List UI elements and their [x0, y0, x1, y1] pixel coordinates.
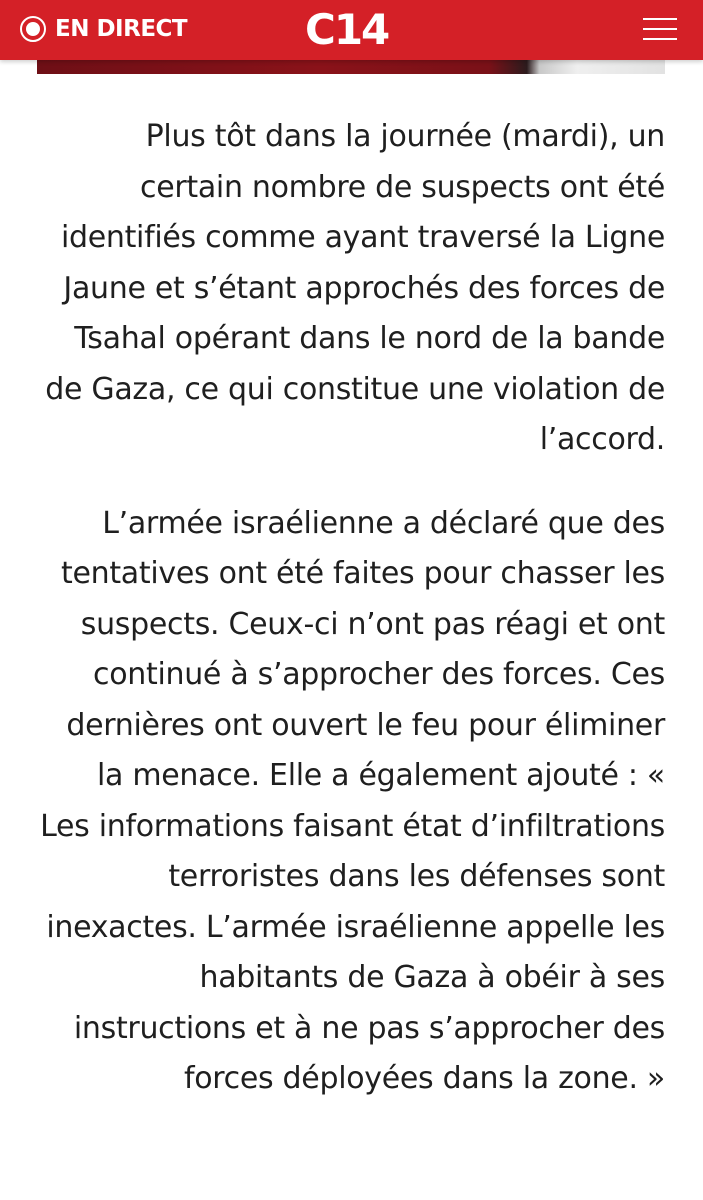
- article-paragraph-1: Plus tôt dans la journée (mardi), un certain nombre de suspects ont été identifiés comme ayant traversé la Ligne Jaune et s’étant approchés des forces de Tsahal opérant dans le nord de la bande de Gaza, ce qui constitue une violation de l’accord.: [45, 119, 665, 457]
- hamburger-menu-icon[interactable]: [643, 17, 677, 41]
- hero-image-bottom-edge: [37, 60, 665, 74]
- top-header: [0, 0, 703, 60]
- live-label: EN DIRECT: [55, 16, 188, 42]
- live-record-icon: [20, 16, 46, 42]
- c14-logo[interactable]: C14: [305, 5, 389, 54]
- live-button[interactable]: [20, 14, 187, 44]
- article-paragraph-2: L’armée israélienne a déclaré que des tentatives ont été faites pour chasser les suspects. Ceux-ci n’ont pas réagi et ont continué à s’approcher des forces. Ces dernières ont ouvert le feu pour éliminer la menace. Elle a également ajouté : « Les informations faisant état d’infiltrations terroristes dans les défenses sont inexactes. L’armée israélienne appelle les habitants de Gaza à obéir à ses instructions et à ne pas s’approcher des forces déployées dans la zone. »: [40, 505, 665, 1096]
- article-body: [40, 112, 665, 1105]
